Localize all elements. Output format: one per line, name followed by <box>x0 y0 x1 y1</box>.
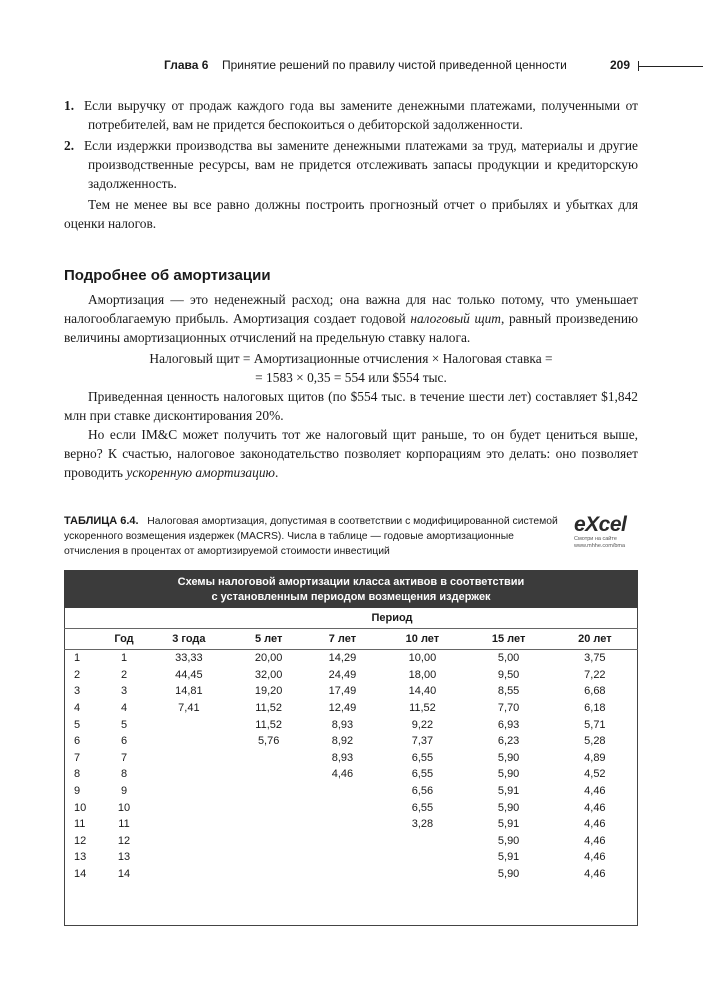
table-cell: 4,46 <box>331 768 354 781</box>
table-label: ТАБЛИЦА 6.4. <box>64 515 139 527</box>
list-item <box>64 96 638 134</box>
table-cell: 8,93 <box>331 718 354 731</box>
table-cell: 7,22 <box>584 668 606 681</box>
table-cell <box>232 766 306 783</box>
table-cell: 10 <box>74 801 87 814</box>
table-cell: 4,89 <box>584 751 606 764</box>
table-cell: 13 <box>117 851 131 864</box>
running-header <box>164 55 703 77</box>
table-cell: 9,22 <box>411 718 434 731</box>
table-cell: 3,28 <box>411 818 434 831</box>
table-cell: 6 <box>74 735 81 748</box>
table-row <box>64 816 638 833</box>
column-header-row <box>64 629 638 650</box>
table-cell <box>146 833 232 850</box>
paragraph-text: . <box>274 465 279 480</box>
paragraph <box>64 425 638 482</box>
list-number: 1. <box>64 98 75 113</box>
table-row <box>64 716 638 733</box>
table-row <box>64 783 638 800</box>
table-cell: 6 <box>120 735 128 748</box>
table-cell: 32,00 <box>254 668 283 681</box>
table-cell: 8,92 <box>331 735 354 748</box>
table-cell: 11 <box>118 818 130 831</box>
excel-badge[interactable] <box>574 514 644 550</box>
table-row <box>64 683 638 700</box>
section-heading: Подробнее об амортизации <box>64 267 271 284</box>
table-cell: 33,33 <box>175 652 203 665</box>
table-row <box>64 799 638 816</box>
table-title-1: Схемы налоговой амортизации класса активов в соответствии <box>64 570 638 589</box>
table-row <box>64 700 638 717</box>
equation-line-1: Налоговый щит = Амортизационные отчисления × Налоговая ставка = <box>149 351 553 366</box>
table-cell <box>146 816 232 833</box>
table-cell: 14,29 <box>328 652 357 665</box>
list-number: 2. <box>64 138 75 153</box>
table-cell: 5,90 <box>497 751 520 764</box>
table-cell: 2 <box>74 668 81 681</box>
paragraph <box>64 290 638 347</box>
chapter-title: Принятие решений по правилу чистой приведенной ценности <box>222 58 567 72</box>
table-cell: 24,49 <box>328 668 357 681</box>
table-row <box>64 849 638 866</box>
excel-logo: eXcel <box>574 513 627 536</box>
table-cell: 1 <box>74 652 81 665</box>
table-title-2: с установленным периодом возмещения издержек <box>64 589 638 608</box>
table-cell <box>146 733 232 750</box>
column-header: 3 года <box>146 629 232 650</box>
table-row <box>64 750 638 767</box>
paragraph-text: Но если IM&C может получить тот же налоговый щит раньше, то он будет цениться выше, верно? К счастью, налоговое законодательство позволяет корпорациям это делать: оно позволяет проводить <box>64 427 638 480</box>
table-cell <box>306 849 380 866</box>
table-cell: 10 <box>117 801 131 814</box>
table-cell: 8,55 <box>497 685 520 698</box>
caption-text: Налоговая амортизация, допустимая в соответствии с модифицированной системой ускоренного возмещения издержек (MACRS). Числа в таблице — годовые амортизационные отчисления в процентах от амортизируемой стоимости инвестиций <box>64 516 558 557</box>
table-cell: 7,41 <box>178 702 200 715</box>
table-row <box>64 866 638 883</box>
table-cell: 9,50 <box>497 668 520 681</box>
table-cell <box>232 833 306 850</box>
table-caption <box>64 514 558 559</box>
excel-url[interactable]: www.mhhe.com/bma <box>574 543 626 549</box>
table-cell <box>232 799 306 816</box>
paragraph-text: Амортизация — это неденежный расход; она важна для нас только потому, что уменьшает налогооблагаемую прибыль. Амортизация создает годовой <box>64 292 638 326</box>
table-cell: 5,90 <box>497 768 520 781</box>
list-text: Если издержки производства вы замените денежными платежами за труд, материалы и другие производственные ресурсы, вам не придется отслеживать запасы продукции и кредиторскую задолженность. <box>84 138 638 191</box>
excel-note: Смотри на сайте <box>574 536 617 542</box>
table-cell: 5,00 <box>497 652 520 665</box>
table-cell: 6,93 <box>497 718 520 731</box>
depreciation-block <box>64 290 638 482</box>
paragraph: Приведенная ценность налоговых щитов (по $554 тыс. в течение шести лет) составляет $1,842 млн при ставке дисконтирования 20%. <box>64 389 638 423</box>
table-cell: 4,46 <box>584 851 606 864</box>
table-row <box>64 766 638 783</box>
table-cell: 5,71 <box>584 718 606 731</box>
table-cell: 4,52 <box>584 768 606 781</box>
table-title-row <box>64 570 638 589</box>
column-header: 5 лет <box>232 629 306 650</box>
table-cell <box>146 849 232 866</box>
table-cell <box>379 833 465 850</box>
table-cell: 14,40 <box>408 685 437 698</box>
header-rule <box>638 66 703 67</box>
list-text: Если выручку от продаж каждого года вы замените денежными платежами, полученными от потребителей, вам не придется беспокоиться о дебиторской задолженности. <box>84 98 638 132</box>
table-cell <box>379 849 465 866</box>
table-cell: 4,46 <box>584 801 606 814</box>
table-cell: 4,46 <box>584 834 606 847</box>
table-cell <box>306 783 380 800</box>
table-cell: 11,52 <box>409 702 436 715</box>
table-cell: 5,91 <box>497 785 520 798</box>
table-cell: 1 <box>120 652 128 665</box>
table-cell: 4 <box>120 702 128 715</box>
table-cell: 12 <box>74 834 87 847</box>
table-cell: 8 <box>74 768 81 781</box>
table-cell: 2 <box>120 668 128 681</box>
chapter-label: Глава 6 <box>164 58 209 72</box>
table-cell: 5 <box>120 718 128 731</box>
equation-line-2: = 1583 × 0,35 = 554 или $554 тыс. <box>255 370 447 385</box>
table-cell: 13 <box>74 851 87 864</box>
table-cell <box>306 816 380 833</box>
table-cell: 3,75 <box>584 652 606 665</box>
period-row <box>64 608 638 629</box>
table-cell: 7,70 <box>497 702 520 715</box>
intro-block <box>64 96 638 233</box>
table-cell: 18,00 <box>408 668 437 681</box>
table-cell: 4 <box>74 702 81 715</box>
table-cell: 5,28 <box>584 735 606 748</box>
table-cell: 7 <box>74 751 81 764</box>
column-header: 10 лет <box>379 629 465 650</box>
macrs-table <box>64 570 638 882</box>
table-cell <box>232 816 306 833</box>
term-accelerated-depreciation: ускоренную амортизацию <box>126 465 275 480</box>
table-cell <box>146 750 232 767</box>
table-cell: 44,45 <box>175 668 203 681</box>
table-cell: 6,18 <box>584 702 606 715</box>
table-cell: 11 <box>74 818 86 831</box>
table-cell: 19,20 <box>254 685 283 698</box>
table-cell: 11,52 <box>255 718 283 731</box>
table-cell: 6,55 <box>411 751 434 764</box>
table-cell: 4,46 <box>584 785 606 798</box>
table-cell: 3 <box>74 685 81 698</box>
table-cell: 9 <box>74 785 81 798</box>
table-cell <box>306 799 380 816</box>
period-label: Период <box>146 608 638 629</box>
table-cell: 7 <box>120 751 128 764</box>
table-cell <box>146 783 232 800</box>
table-cell: 14,81 <box>175 685 203 698</box>
column-header: Год <box>102 629 146 650</box>
table-row <box>64 650 638 667</box>
table-cell <box>232 750 306 767</box>
table-cell: 20,00 <box>254 652 283 665</box>
table-cell: 7,37 <box>411 735 434 748</box>
table-row <box>64 667 638 684</box>
table-cell: 5,90 <box>497 868 520 881</box>
table-title-row <box>64 589 638 608</box>
table-cell <box>232 866 306 883</box>
table-cell <box>146 766 232 783</box>
table-cell: 14 <box>74 868 87 881</box>
table-cell: 14 <box>117 868 131 881</box>
table-cell: 11,52 <box>255 702 283 715</box>
table-row <box>64 833 638 850</box>
table-cell: 6,56 <box>411 785 434 798</box>
table-cell <box>379 866 465 883</box>
list-item <box>64 136 638 193</box>
table-body <box>64 650 638 883</box>
table-cell: 5,91 <box>497 818 520 831</box>
table-cell: 5,90 <box>497 834 520 847</box>
period-spacer <box>64 608 146 629</box>
table-cell <box>306 833 380 850</box>
table-cell: 6,55 <box>411 768 434 781</box>
table-cell: 4,46 <box>584 818 606 831</box>
column-header: 7 лет <box>306 629 380 650</box>
table-cell: 9 <box>120 785 128 798</box>
term-tax-shield: налоговый щит <box>410 311 501 326</box>
table-cell <box>306 866 380 883</box>
column-header: 15 лет <box>466 629 552 650</box>
table-cell: 3 <box>120 685 128 698</box>
table-cell: 6,23 <box>497 735 520 748</box>
column-header <box>64 629 102 650</box>
table-cell: 4,46 <box>584 868 606 881</box>
table-cell: 12 <box>117 834 131 847</box>
table-cell: 8,93 <box>331 751 354 764</box>
table-cell: 5,76 <box>257 735 280 748</box>
page-number: 209 <box>610 58 631 72</box>
table-cell: 6,55 <box>411 801 434 814</box>
table-cell: 10,00 <box>408 652 437 665</box>
table-cell: 5,90 <box>497 801 520 814</box>
table-cell: 8 <box>120 768 128 781</box>
paragraph: Тем не менее вы все равно должны построить прогнозный отчет о прибылях и убытках для оценки налогов. <box>64 197 638 231</box>
paragraph-text: , равный произведению величины амортизационных отчислений на предельную ставку налога. <box>64 311 638 345</box>
table-cell: 12,49 <box>328 702 357 715</box>
table-cell: 17,49 <box>328 685 357 698</box>
table-cell: 5,91 <box>497 851 520 864</box>
column-header: 20 лет <box>552 629 638 650</box>
table-cell <box>232 849 306 866</box>
table-cell <box>146 799 232 816</box>
table-cell <box>232 783 306 800</box>
table-cell: 5 <box>74 718 81 731</box>
table-cell <box>146 716 232 733</box>
table-cell <box>146 866 232 883</box>
table-row <box>64 733 638 750</box>
table-cell: 6,68 <box>584 685 606 698</box>
